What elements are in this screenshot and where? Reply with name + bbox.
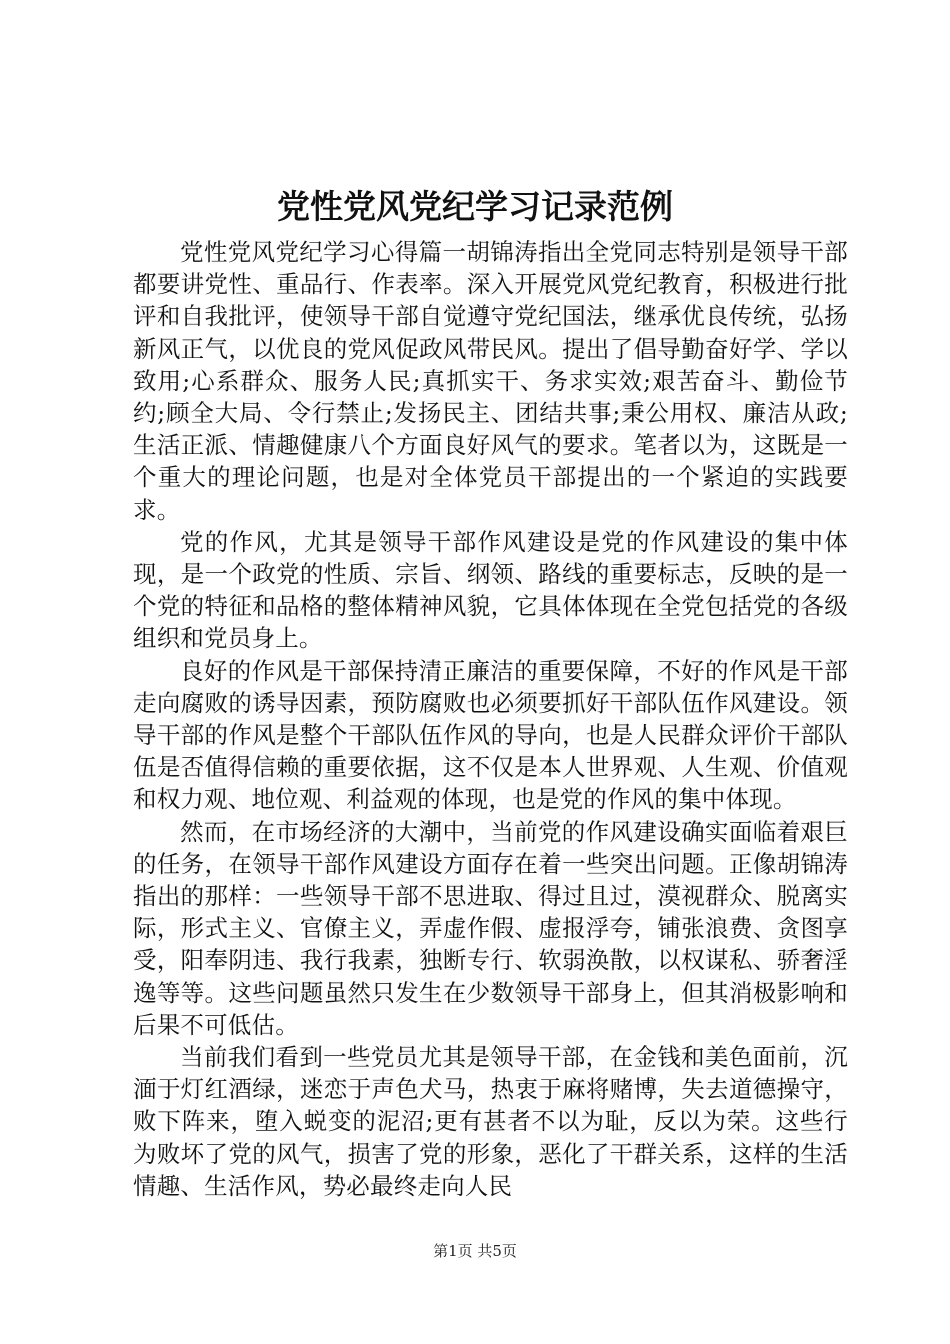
paragraph: 然而，在市场经济的大潮中，当前党的作风建设确实面临着艰巨的任务，在领导干部作风建设方面存在着一些突出问题。正像胡锦涛指出的那样：一些领导干部不思进取、得过且过，漠视群众、脱离实际，形式主义、官僚主义，弄虚作假、虚报浮夸，铺张浪费、贪图享受，阳奉阴违、我行我素，独断专行、软弱涣散，以权谋私、骄奢淫逸等等。这些问题虽然只发生在少数领导干部身上，但其消极影响和后果不可低估。: [133, 817, 848, 1039]
paragraph: 党性党风党纪学习心得篇一胡锦涛指出全党同志特别是领导干部都要讲党性、重品行、作表率。深入开展党风党纪教育，积极进行批评和自我批评，使领导干部自觉遵守党纪国法，继承优良传统，弘扬新风正气，以优良的党风促政风带民风。提出了倡导勤奋好学、学以致用;心系群众、服务人民;真抓实干、务求实效;艰苦奋斗、勤俭节约;顾全大局、令行禁止;发扬民主、团结共事;秉公用权、廉洁从政;生活正派、情趣健康八个方面良好风气的要求。笔者以为，这既是一个重大的理论问题，也是对全体党员干部提出的一个紧迫的实践要求。: [133, 238, 848, 524]
document-title: 党性党风党纪学习记录范例: [277, 187, 673, 226]
document-body: [133, 236, 848, 1202]
paragraph: 党的作风，尤其是领导干部作风建设是党的作风建设的集中体现，是一个政党的性质、宗旨、纲领、路线的重要标志，反映的是一个党的特征和品格的整体精神风貌，它具体体现在全党包括党的各级组织和党员身上。: [133, 527, 848, 653]
page-footer: 第1页 共5页: [433, 1242, 517, 1260]
paragraph: 当前我们看到一些党员尤其是领导干部，在金钱和美色面前，沉湎于灯红酒绿，迷恋于声色犬马，热衷于麻将赌博，失去道德操守，败下阵来，堕入蜕变的泥沼;更有甚者不以为耻，反以为荣。这些行为败坏了党的风气，损害了党的形象，恶化了干群关系，这样的生活情趣、生活作风，势必最终走向人民: [133, 1043, 848, 1200]
paragraph: 良好的作风是干部保持清正廉洁的重要保障，不好的作风是干部走向腐败的诱导因素，预防腐败也必须要抓好干部队伍作风建设。领导干部的作风是整个干部队伍作风的导向，也是人民群众评价干部队伍是否值得信赖的重要依据，这不仅是本人世界观、人生观、价值观和权力观、地位观、利益观的体现，也是党的作风的集中体现。: [133, 656, 848, 814]
